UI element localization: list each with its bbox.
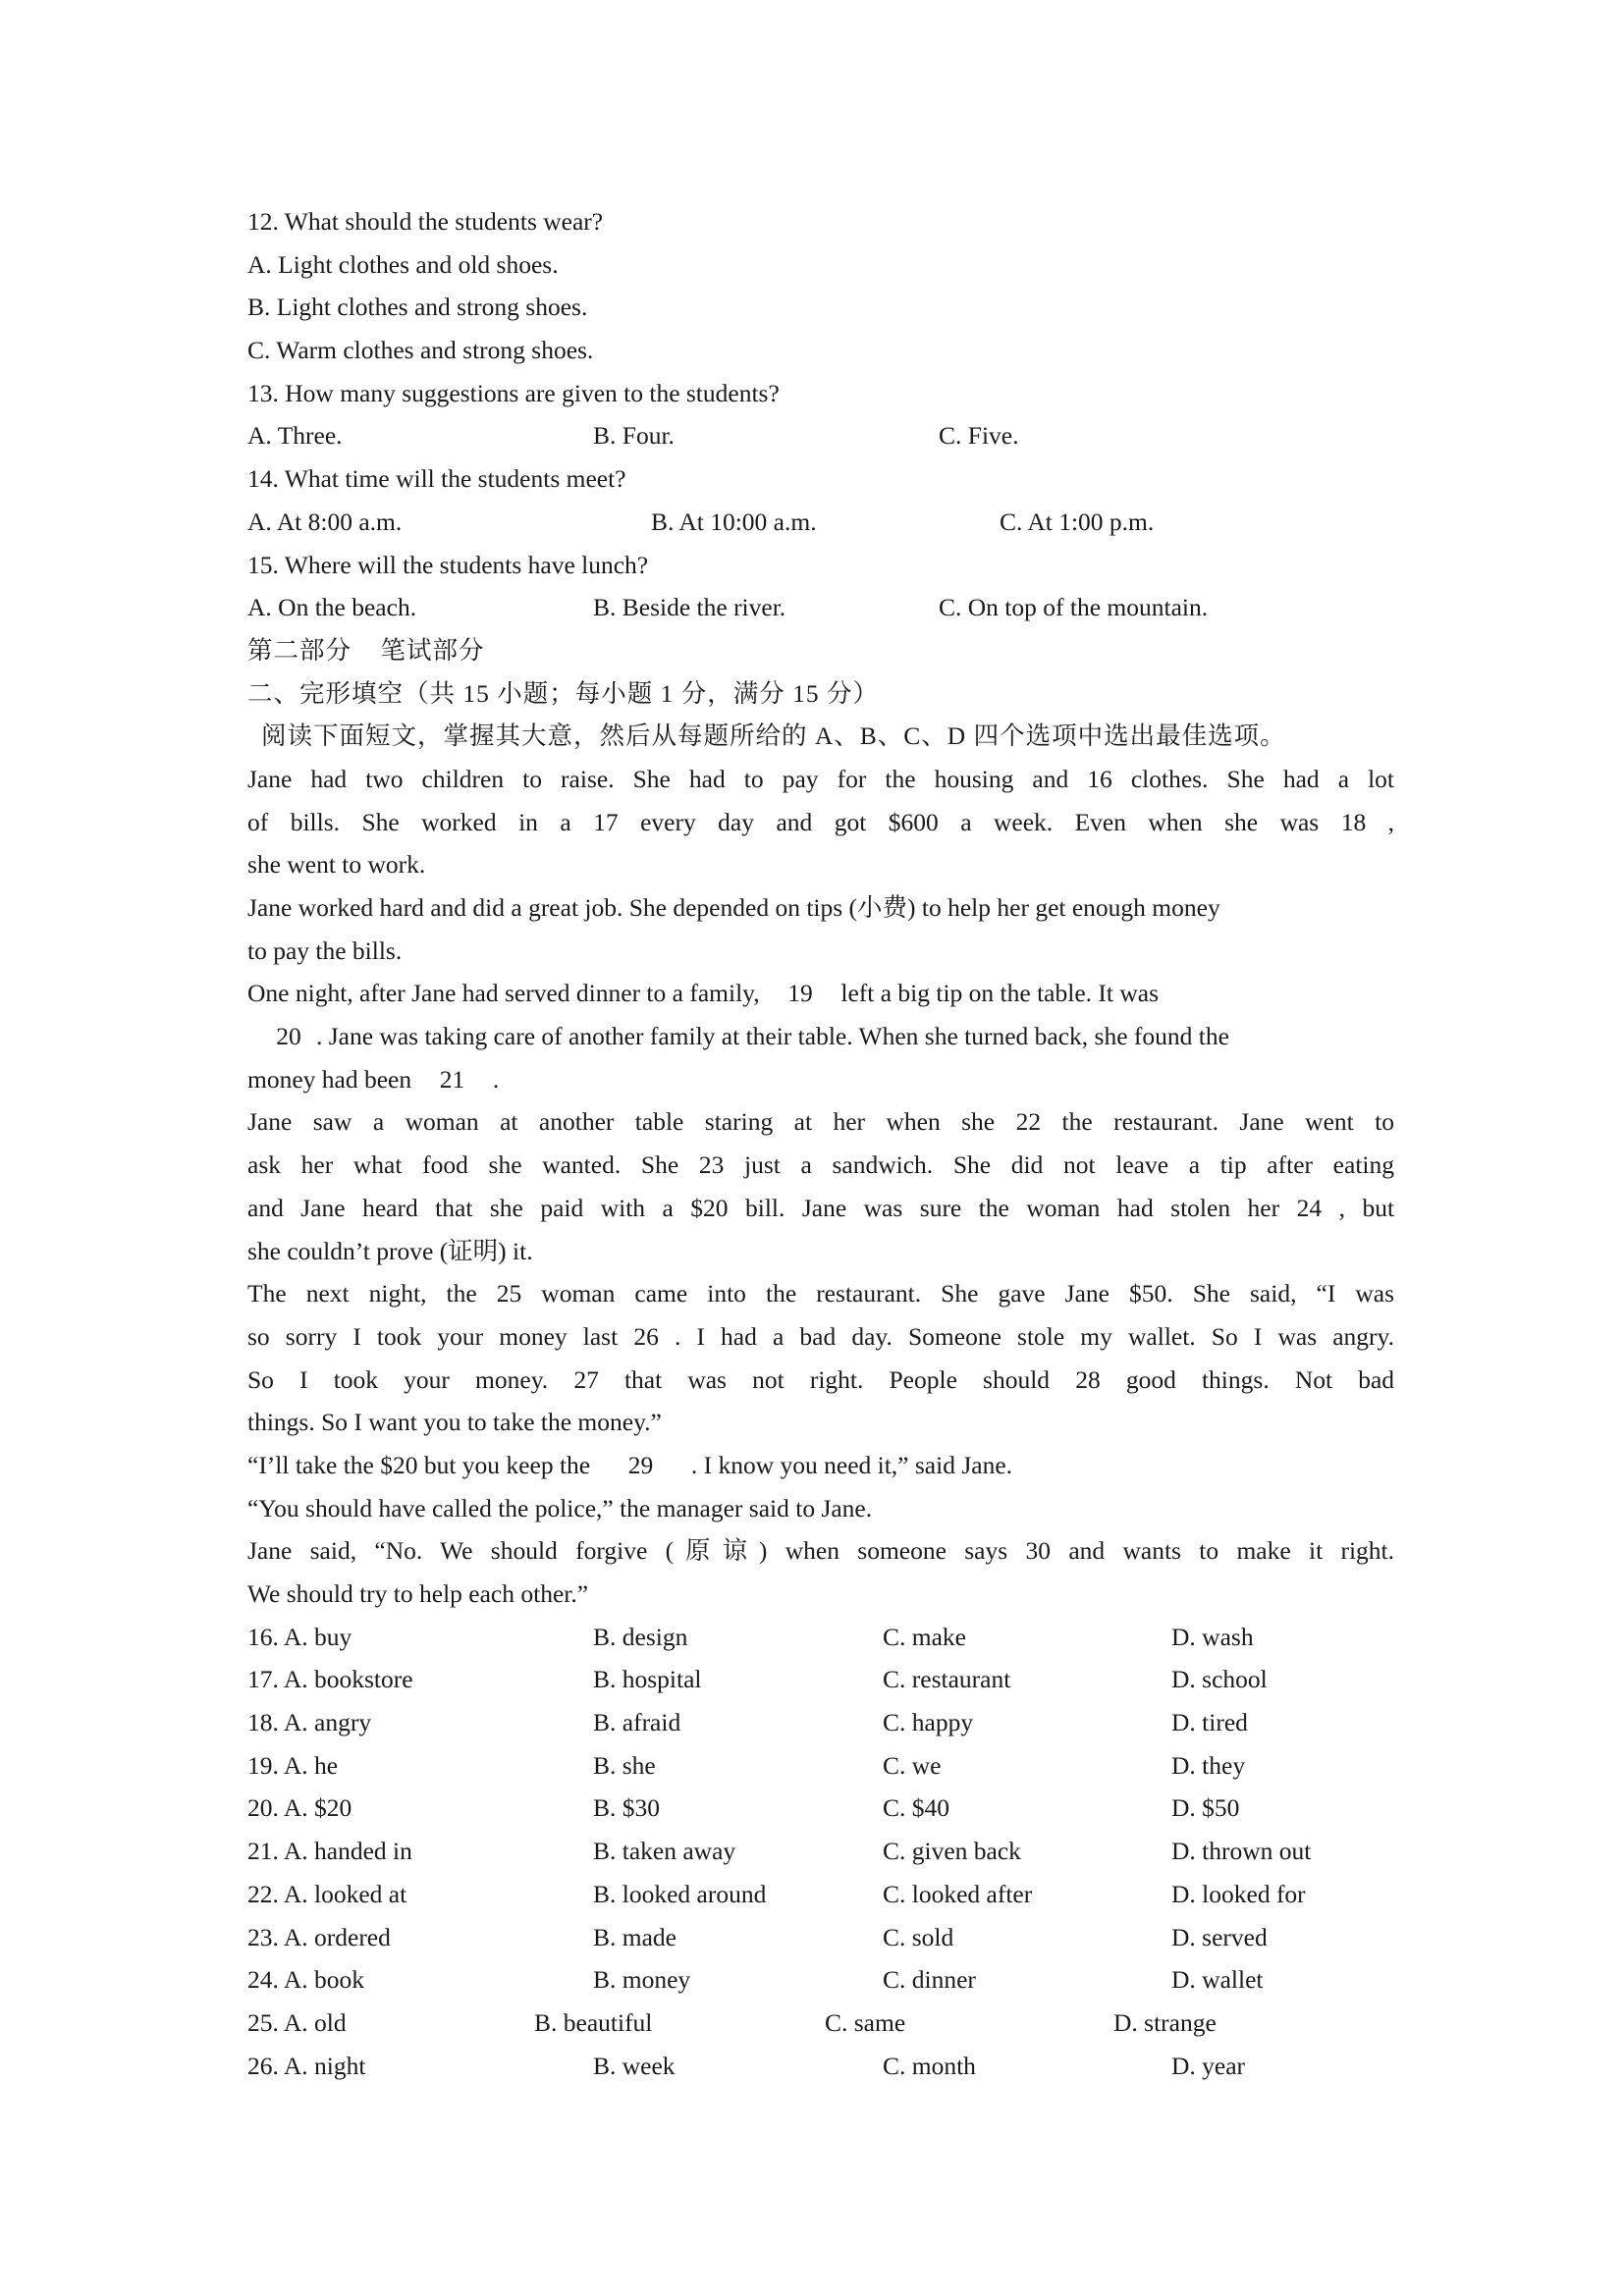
passage-line — [247, 1315, 1394, 1359]
option-14-a: A. At 8:00 a.m. — [247, 507, 403, 536]
option-b: B. made — [593, 1922, 677, 1951]
passage-text: money had been — [247, 1064, 412, 1094]
passage-text: The next night, the — [247, 1279, 477, 1308]
passage-text: , — [1387, 807, 1395, 836]
blank-23: 23 — [698, 1150, 725, 1180]
passage-line: to pay the bills. — [247, 935, 403, 965]
option-15-a: A. On the beach. — [247, 593, 417, 622]
option-13-c: C. Five. — [939, 421, 1019, 451]
option-c: C. make — [883, 1622, 966, 1651]
option-b: B. looked around — [593, 1879, 767, 1908]
passage-text: so sorry I took your money last — [247, 1321, 619, 1351]
options-row-22 — [247, 1873, 1394, 1916]
section-heading: 二、完形填空（共 15 小题；每小题 1 分，满分 15 分） — [247, 678, 880, 708]
passage-text: “I’ll take the $20 but you keep the — [247, 1450, 591, 1479]
option-d: D. school — [1171, 1665, 1268, 1694]
passage-text: the restaurant. Jane went to — [1061, 1107, 1394, 1137]
option-b: B. design — [593, 1622, 688, 1651]
option-d: D. tired — [1171, 1708, 1248, 1737]
option-12-c: C. Warm clothes and strong shoes. — [247, 336, 594, 365]
passage-line — [247, 972, 1394, 1015]
option-15-b: B. Beside the river. — [593, 593, 786, 622]
option-a: 21. A. handed in — [247, 1837, 412, 1866]
passage-text: Jane said, “No. We should forgive (原谅) when someone says — [247, 1536, 1008, 1566]
option-13-b: B. Four. — [593, 421, 675, 451]
passage-text: . I know you need it,” said Jane. — [690, 1450, 1013, 1479]
option-d: D. $50 — [1171, 1793, 1240, 1823]
passage-line: things. So I want you to take the money.” — [247, 1408, 662, 1437]
blank-29: 29 — [627, 1450, 654, 1479]
blank-16: 16 — [1087, 764, 1112, 793]
option-c: C. restaurant — [883, 1665, 1011, 1694]
passage-text: of bills. She worked in a — [247, 807, 571, 836]
option-15-c: C. On top of the mountain. — [939, 593, 1209, 622]
passage-text: and wants to make it right. — [1068, 1536, 1395, 1566]
blank-25: 25 — [496, 1279, 522, 1308]
option-c: C. given back — [883, 1837, 1021, 1866]
blank-17: 17 — [593, 807, 619, 836]
passage-line — [247, 1187, 1394, 1230]
options-13 — [247, 414, 1394, 457]
option-c: C. same — [825, 2007, 906, 2037]
option-b: B. afraid — [593, 1708, 681, 1737]
passage-line: she couldn’t prove (证明) it. — [247, 1236, 533, 1265]
passage-line — [247, 1058, 1394, 1101]
passage-line: she went to work. — [247, 850, 426, 880]
blank-28: 28 — [1075, 1364, 1101, 1394]
option-a: 23. A. ordered — [247, 1922, 391, 1951]
option-a: 26. A. night — [247, 2051, 366, 2080]
options-row-19 — [247, 1744, 1394, 1788]
options-row-20 — [247, 1787, 1394, 1830]
passage-text: just a sandwich. She did not leave a tip after eating — [743, 1150, 1394, 1180]
passage-text: and Jane heard that she paid with a $20 bill. Jane was sure the woman had stolen her — [247, 1193, 1280, 1222]
option-c: C. sold — [883, 1922, 954, 1951]
option-14-c: C. At 1:00 p.m. — [1000, 507, 1155, 536]
option-d: D. they — [1171, 1750, 1246, 1780]
option-b: B. hospital — [593, 1665, 702, 1694]
option-c: C. happy — [883, 1708, 974, 1737]
option-12-b: B. Light clothes and strong shoes. — [247, 293, 588, 322]
question-12: 12. What should the students wear? — [247, 207, 604, 236]
option-c: C. month — [883, 2051, 976, 2080]
passage-text: So I took your money. — [247, 1364, 549, 1394]
option-d: D. strange — [1113, 2007, 1217, 2037]
options-row-26 — [247, 2045, 1394, 2088]
passage-text: woman came into the restaurant. She gave Jane $50. She said, “I was — [541, 1279, 1395, 1308]
option-d: D. wash — [1171, 1622, 1254, 1651]
passage-line — [247, 801, 1394, 844]
option-14-b: B. At 10:00 a.m. — [651, 507, 817, 536]
option-d: D. thrown out — [1171, 1837, 1312, 1866]
option-b: B. she — [593, 1750, 656, 1780]
option-13-a: A. Three. — [247, 421, 343, 451]
option-c: C. $40 — [883, 1793, 950, 1823]
option-a: 18. A. angry — [247, 1708, 372, 1737]
blank-24: 24 — [1296, 1193, 1323, 1222]
passage-text: every day and got $600 a week. Even when she was — [640, 807, 1320, 836]
option-a: 17. A. bookstore — [247, 1665, 413, 1694]
option-a: 19. A. he — [247, 1750, 339, 1780]
options-15 — [247, 586, 1394, 629]
blank-22: 22 — [1015, 1107, 1042, 1137]
question-14: 14. What time will the students meet? — [247, 464, 626, 494]
option-d: D. year — [1171, 2051, 1246, 2080]
section-instruction: 阅读下面短文，掌握其大意，然后从每题所给的 A、B、C、D 四个选项中选出最佳选项。 — [261, 721, 1286, 751]
blank-30: 30 — [1025, 1536, 1052, 1566]
blank-20: 20 — [276, 1022, 301, 1051]
question-13: 13. How many suggestions are given to the students? — [247, 378, 780, 407]
options-row-18 — [247, 1701, 1394, 1744]
passage-line — [247, 1444, 1394, 1487]
passage-line — [247, 758, 1394, 801]
passage-line: Jane worked hard and did a great job. She depended on tips (小费) to help her get enough money — [247, 893, 1220, 922]
option-d: D. looked for — [1171, 1879, 1306, 1908]
options-row-24 — [247, 1958, 1394, 2002]
exam-page — [247, 200, 1394, 2087]
passage-text: Jane had two children to raise. She had to pay for the housing and — [247, 764, 1069, 793]
passage-line — [247, 1529, 1394, 1573]
option-b: B. $30 — [593, 1793, 661, 1823]
passage-text: . Jane was taking care of another family at their table. When she turned back, she found the — [316, 1022, 1229, 1051]
option-b: B. money — [593, 1965, 691, 1995]
options-row-17 — [247, 1658, 1394, 1701]
passage-text: Jane saw a woman at another table staring at her when she — [247, 1107, 996, 1137]
passage-text: . — [492, 1064, 500, 1094]
options-row-21 — [247, 1830, 1394, 1873]
passage-line — [247, 1100, 1394, 1144]
option-d: D. served — [1171, 1922, 1268, 1951]
option-a: 25. A. old — [247, 2007, 347, 2037]
option-d: D. wallet — [1171, 1965, 1264, 1995]
option-12-a: A. Light clothes and old shoes. — [247, 249, 559, 279]
option-c: C. we — [883, 1750, 942, 1780]
passage-line: “You should have called the police,” the manager said to Jane. — [247, 1493, 873, 1522]
passage-line — [247, 1359, 1394, 1402]
passage-text: ask her what food she wanted. She — [247, 1150, 679, 1180]
option-c: C. dinner — [883, 1965, 976, 1995]
option-b: B. week — [593, 2051, 676, 2080]
passage-text: left a big tip on the table. It was — [840, 979, 1159, 1008]
passage-line: We should try to help each other.” — [247, 1579, 589, 1608]
passage-text: One night, after Jane had served dinner to a family, — [247, 979, 760, 1008]
blank-26: 26 — [633, 1321, 659, 1351]
passage-text: that was not right. People should — [623, 1364, 1051, 1394]
blank-19: 19 — [787, 979, 813, 1008]
blank-21: 21 — [439, 1064, 465, 1094]
options-row-16 — [247, 1616, 1394, 1659]
option-b: B. beautiful — [534, 2007, 653, 2037]
blank-27: 27 — [573, 1364, 599, 1394]
passage-text: good things. Not bad — [1125, 1364, 1395, 1394]
options-14 — [247, 501, 1394, 544]
option-a: 24. A. book — [247, 1965, 365, 1995]
passage-text: . I had a bad day. Someone stole my wallet. So I was angry. — [674, 1321, 1395, 1351]
blank-18: 18 — [1340, 807, 1367, 836]
option-a: 16. A. buy — [247, 1622, 352, 1651]
option-a: 20. A. $20 — [247, 1793, 352, 1823]
options-row-25 — [247, 2002, 1394, 2045]
question-15: 15. Where will the students have lunch? — [247, 550, 649, 579]
passage-line — [247, 1015, 1394, 1058]
option-a: 22. A. looked at — [247, 1879, 407, 1908]
option-b: B. taken away — [593, 1837, 736, 1866]
passage-text: , but — [1338, 1193, 1395, 1222]
passage-line — [247, 1144, 1394, 1187]
options-row-23 — [247, 1916, 1394, 1959]
passage-text: clothes. She had a lot — [1130, 764, 1394, 793]
passage-line — [247, 1272, 1394, 1315]
option-c: C. looked after — [883, 1879, 1033, 1908]
part-title: 第二部分 笔试部分 — [247, 635, 485, 665]
